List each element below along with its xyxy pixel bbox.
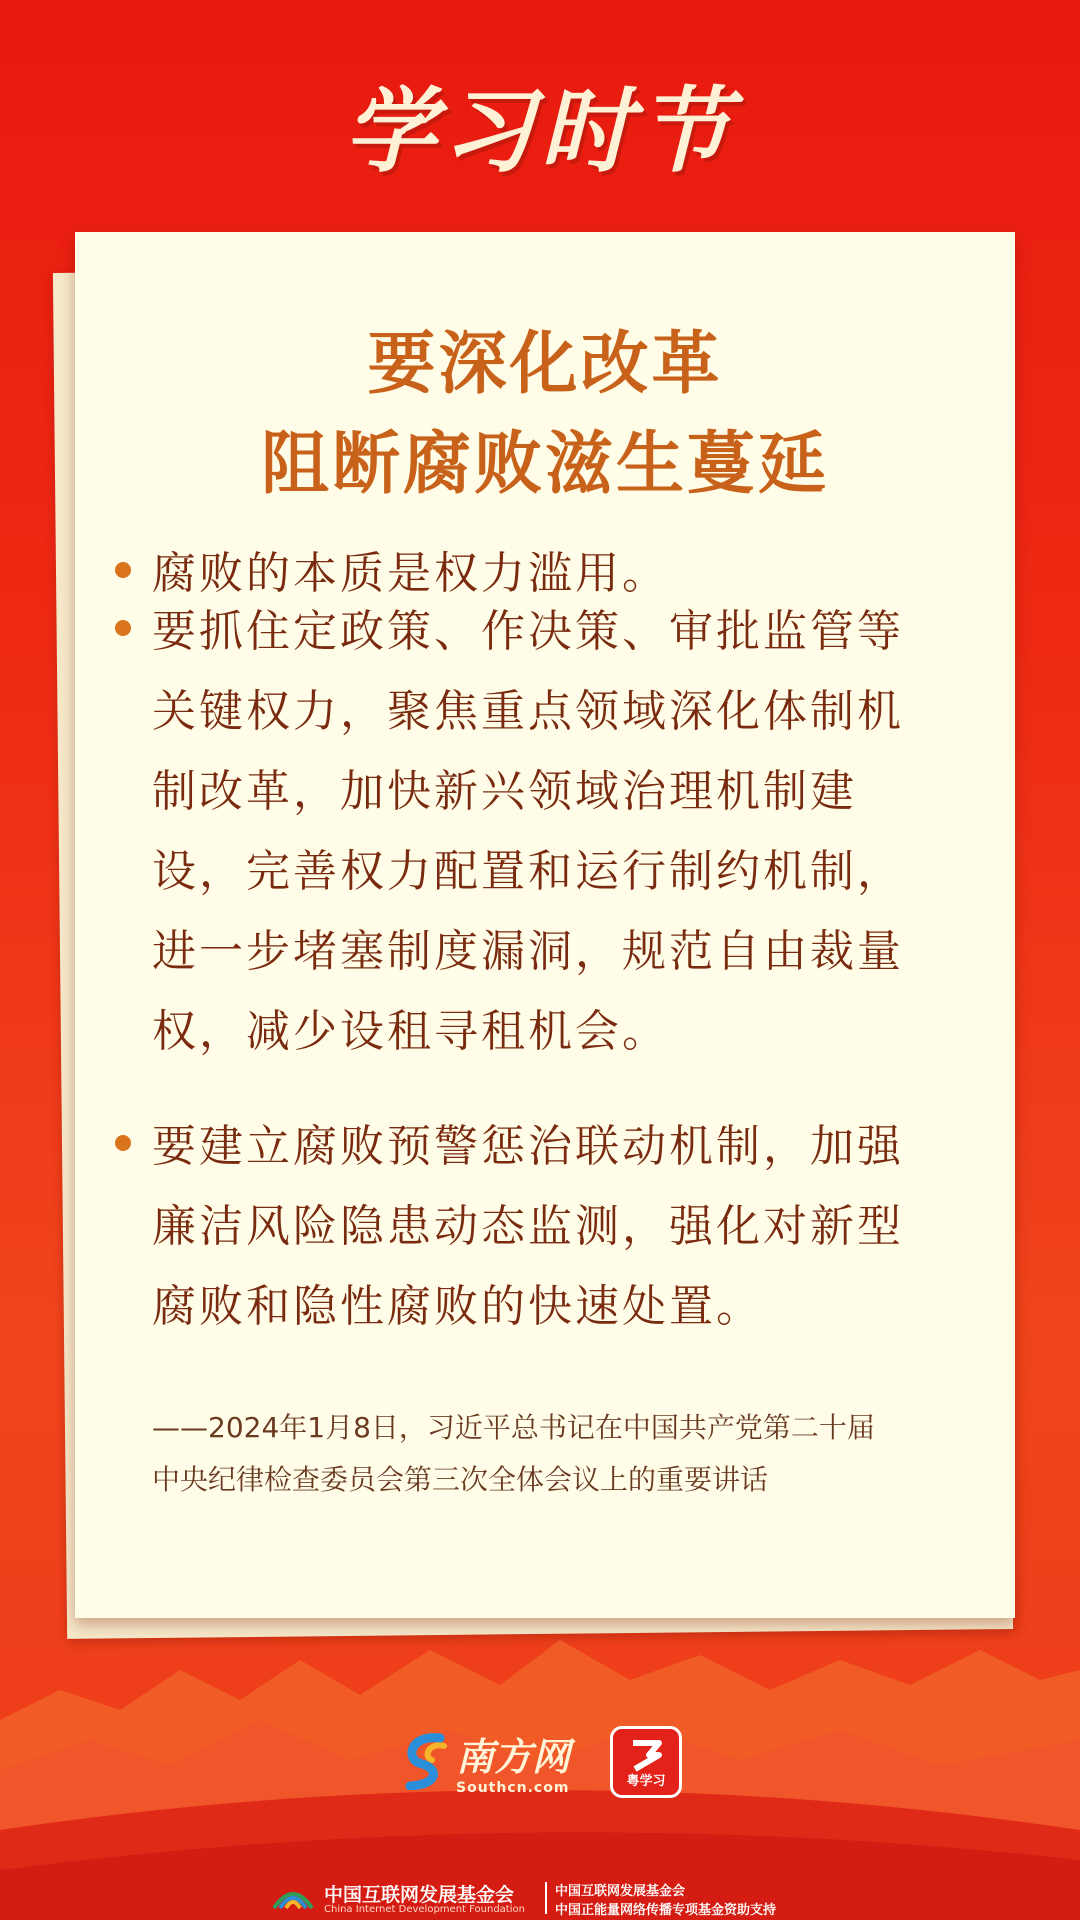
bullet-dot — [115, 562, 131, 578]
yuexuexi-icon — [613, 1735, 679, 1775]
cidf-icon — [270, 1880, 316, 1916]
footer-line-2: 中国正能量网络传播专项基金资助支持 — [555, 1903, 777, 1918]
southcn-url: Southcn.com — [456, 1780, 570, 1796]
point-line: 要建立腐败预警惩治联动机制，加强 — [152, 1121, 904, 1172]
cidf-english-name: China Internet Development Foundation — [324, 1904, 525, 1915]
point-line: 制改革，加快新兴领域治理机制建 — [152, 766, 857, 817]
quote-line: 中央纪律检查委员会第三次全体会议上的重要讲话 — [152, 1463, 769, 1496]
southcn-name: 南方网 — [456, 1734, 571, 1779]
quote-source — [152, 1402, 952, 1506]
yuexuexi-logo[interactable] — [610, 1726, 682, 1798]
cidf-name: 中国互联网发展基金会 — [324, 1884, 515, 1906]
header-title: 学习时节 — [343, 77, 736, 185]
point-line: 设，完善权力配置和运行制约机制， — [152, 846, 904, 897]
quote-line: ——2024年1月8日，习近平总书记在中国共产党第二十届 — [152, 1411, 875, 1444]
card-heading-line1: 要深化改革 — [367, 325, 723, 404]
southcn-icon — [400, 1730, 450, 1790]
point-line: 进一步堵塞制度漏洞，规范自由裁量 — [152, 926, 904, 977]
point-line: 关键权力，聚焦重点领域深化体制机 — [152, 686, 904, 737]
point-line: 权，减少设租寻租机会。 — [152, 1006, 669, 1057]
yuexuexi-label: 粤学习 — [626, 1774, 666, 1789]
footer — [0, 1878, 1080, 1918]
point-2 — [152, 592, 942, 1072]
point-3 — [152, 1107, 942, 1347]
bullet-dot — [115, 1135, 131, 1151]
logo-area — [0, 1720, 1080, 1810]
card-heading-line2: 阻断腐败滋生蔓延 — [260, 425, 829, 504]
point-line: 腐败和隐性腐败的快速处置。 — [152, 1281, 763, 1332]
quote-card — [75, 232, 1015, 1618]
bullet-dot — [115, 620, 131, 636]
point-line: 要抓住定政策、作决策、审批监管等 — [152, 606, 904, 657]
footer-line-1: 中国互联网发展基金会 — [555, 1884, 686, 1899]
point-line: 腐败的本质是权力滥用。 — [152, 548, 669, 599]
point-line: 廉洁风险隐患动态监测，强化对新型 — [152, 1201, 904, 1252]
footer-divider — [545, 1882, 547, 1914]
southcn-logo[interactable] — [400, 1720, 570, 1810]
